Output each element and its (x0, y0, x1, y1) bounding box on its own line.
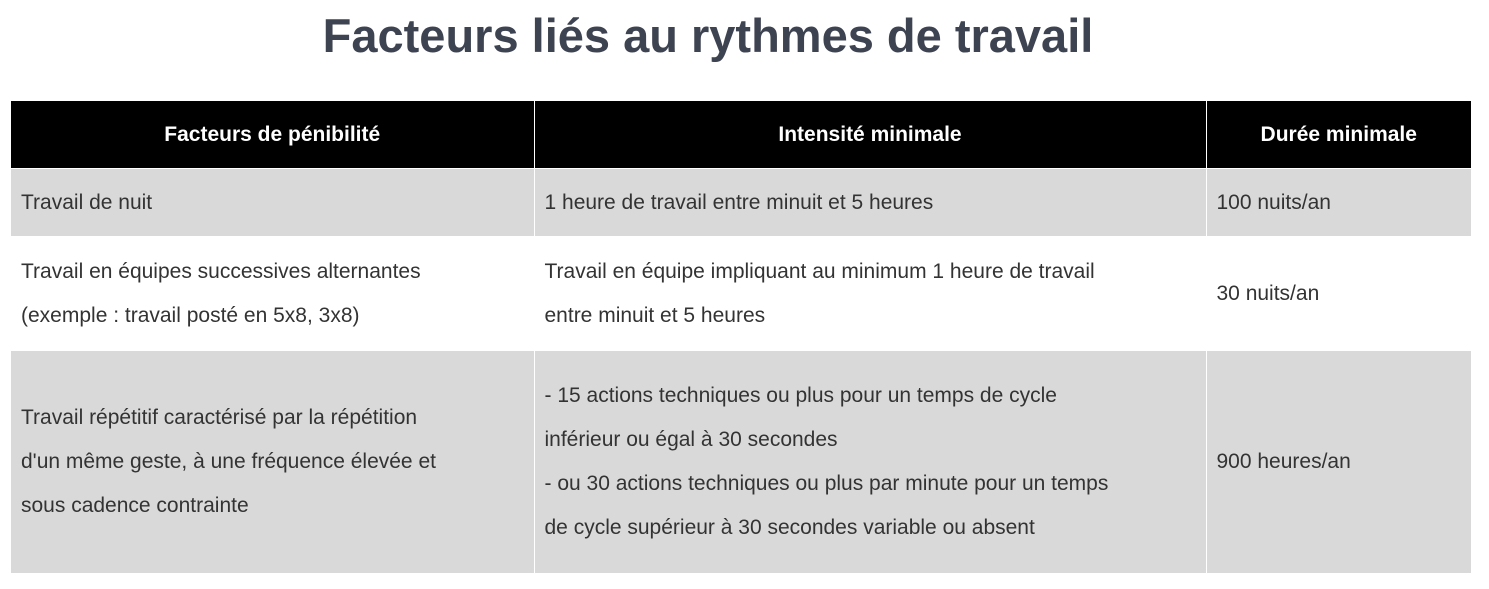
duration-text: 100 nuits/an (1216, 190, 1331, 214)
header-factor: Facteurs de pénibilité (11, 101, 534, 169)
duration-cell (1206, 169, 1471, 237)
intensity-text: - 15 actions techniques ou plus pour un temps de cycle (544, 384, 1057, 407)
factor-cell (11, 237, 534, 351)
factor-text: Travail en équipes successives alternantes (21, 259, 421, 283)
duration-text: 900 heures/an (1216, 450, 1351, 473)
intensity-text: - ou 30 actions techniques ou plus par minute pour un temps (544, 472, 1109, 495)
table-header-row (11, 101, 1471, 169)
table-row (11, 237, 1471, 351)
table-row (11, 169, 1471, 237)
factor-text: sous cadence contrainte (21, 494, 249, 517)
intensity-cell (534, 237, 1206, 351)
intensity-cell (534, 169, 1206, 237)
header-intensity: Intensité minimale (534, 101, 1206, 169)
page-title: Facteurs liés au rythmes de travail (322, 9, 1094, 62)
table-row (11, 351, 1471, 574)
intensity-text: de cycle supérieur à 30 secondes variable ou absent (544, 516, 1035, 539)
penibility-table (11, 101, 1471, 573)
factor-text: Travail répétitif caractérisé par la répétition (21, 406, 418, 429)
duration-cell (1206, 237, 1471, 351)
factor-text: Travail de nuit (21, 190, 153, 214)
factor-text: (exemple : travail posté en 5x8, 3x8) (21, 303, 360, 327)
duration-text: 30 nuits/an (1216, 281, 1320, 305)
intensity-text: inférieur ou égal à 30 secondes (544, 428, 838, 451)
factor-text: d'un même geste, à une fréquence élevée et (21, 450, 436, 473)
intensity-cell (534, 351, 1206, 574)
intensity-text: Travail en équipe impliquant au minimum 1 heure de travail (544, 259, 1095, 283)
duration-cell (1206, 351, 1471, 574)
factor-cell (11, 169, 534, 237)
intensity-text: entre minuit et 5 heures (544, 303, 766, 327)
header-duration: Durée minimale (1206, 101, 1471, 169)
factor-cell (11, 351, 534, 574)
intensity-text: 1 heure de travail entre minuit et 5 heures (544, 190, 934, 214)
